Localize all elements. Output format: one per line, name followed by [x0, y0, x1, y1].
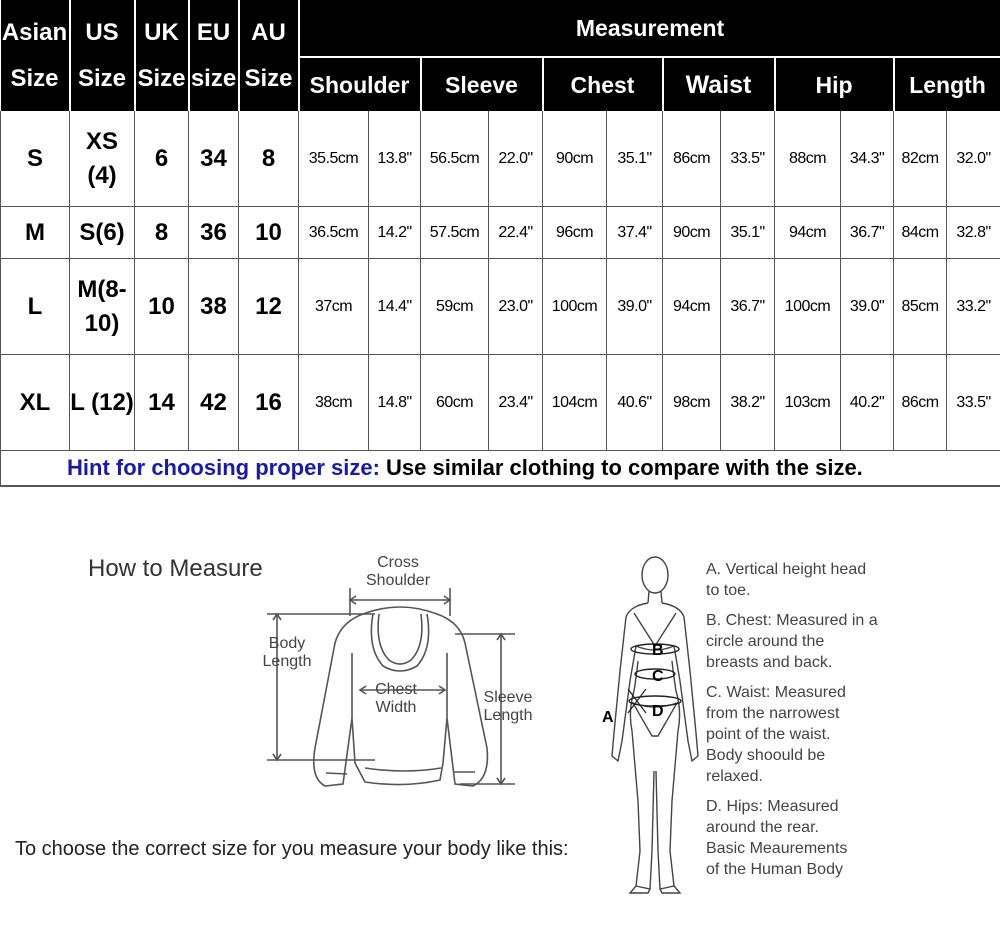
shoulder-in-cell: 14.4": [369, 259, 421, 355]
how-to-measure-section: [0, 493, 1000, 935]
sleeve-header: Sleeve: [421, 57, 543, 111]
hint-cell: [1, 451, 1000, 487]
waist-cm-cell: 90cm: [663, 207, 721, 259]
au-size-cell: 12: [239, 259, 299, 355]
chest-in-cell: 40.6": [607, 355, 663, 451]
figure-letter-d: D: [652, 703, 664, 720]
length-in-cell: 32.0": [947, 111, 1000, 207]
table-row: [1, 355, 1000, 451]
figure-letter-c: C: [652, 668, 664, 685]
waist-cm-cell: 94cm: [663, 259, 721, 355]
note-height: A. Vertical height head to toe.: [706, 561, 867, 599]
hip-cm-cell: 103cm: [775, 355, 841, 451]
hip-cm-cell: 100cm: [775, 259, 841, 355]
shoulder-in-cell: 14.2": [369, 207, 421, 259]
measurement-notes: [706, 559, 996, 889]
sleeve-in-cell: 22.4": [489, 207, 543, 259]
length-cm-cell: 84cm: [894, 207, 947, 259]
figure-letter-b: B: [652, 642, 664, 659]
shoulder-cm-cell: 38cm: [299, 355, 369, 451]
chest-in-cell: 39.0": [607, 259, 663, 355]
us-size-cell: XS (4): [70, 111, 135, 207]
hip-cm-cell: 88cm: [775, 111, 841, 207]
sleeve-cm-cell: 57.5cm: [421, 207, 489, 259]
length-header: Length: [894, 57, 1000, 111]
hip-header: Hip: [775, 57, 894, 111]
length-in-cell: 33.5": [947, 355, 1000, 451]
hip-in-cell: 36.7": [841, 207, 894, 259]
us-size-cell: M(8- 10): [70, 259, 135, 355]
hip-cm-cell: 94cm: [775, 207, 841, 259]
chest-width-label: Chest Width: [375, 681, 417, 716]
waist-cm-cell: 86cm: [663, 111, 721, 207]
asian-size-cell: S: [1, 111, 70, 207]
how-to-measure-title: How to Measure: [88, 555, 263, 582]
asian-size-header: Asian Size: [1, 0, 70, 111]
chest-header: Chest: [543, 57, 663, 111]
sleeve-cm-cell: 59cm: [421, 259, 489, 355]
note-chest: B. Chest: Measured in a circle around the breasts and back.: [706, 612, 878, 671]
table-row: [1, 111, 1000, 207]
chest-cm-cell: 104cm: [543, 355, 607, 451]
eu-size-header: EU size: [189, 0, 239, 111]
au-size-cell: 16: [239, 355, 299, 451]
waist-header: Waist: [663, 57, 775, 111]
chest-cm-cell: 100cm: [543, 259, 607, 355]
uk-size-cell: 10: [135, 259, 189, 355]
figure-letter-a: A: [602, 709, 614, 726]
hip-in-cell: 34.3": [841, 111, 894, 207]
eu-size-cell: 34: [189, 111, 239, 207]
hip-in-cell: 40.2": [841, 355, 894, 451]
measurement-header: Measurement: [299, 0, 1000, 57]
chest-in-cell: 37.4": [607, 207, 663, 259]
length-cm-cell: 86cm: [894, 355, 947, 451]
table-row: [1, 207, 1000, 259]
eu-size-cell: 36: [189, 207, 239, 259]
hint-row: [1, 451, 1000, 487]
uk-size-header: UK Size: [135, 0, 189, 111]
us-size-cell: L (12): [70, 355, 135, 451]
asian-size-cell: M: [1, 207, 70, 259]
human-body-diagram: [600, 551, 710, 911]
waist-in-cell: 35.1": [721, 207, 775, 259]
uk-size-cell: 8: [135, 207, 189, 259]
length-cm-cell: 85cm: [894, 259, 947, 355]
table-row: [1, 259, 1000, 355]
au-size-header: AU Size: [239, 0, 299, 111]
sleeve-in-cell: 23.0": [489, 259, 543, 355]
chest-cm-cell: 90cm: [543, 111, 607, 207]
shoulder-cm-cell: 36.5cm: [299, 207, 369, 259]
measure-instruction: To choose the correct size for you measure your body like this:: [15, 838, 569, 860]
note-hips: D. Hips: Measured around the rear. Basic Meaurements of the Human Body: [706, 798, 848, 878]
eu-size-cell: 42: [189, 355, 239, 451]
shoulder-in-cell: 14.8": [369, 355, 421, 451]
waist-in-cell: 33.5": [721, 111, 775, 207]
chest-in-cell: 35.1": [607, 111, 663, 207]
us-size-header: US Size: [70, 0, 135, 111]
us-size-cell: S(6): [70, 207, 135, 259]
asian-size-cell: L: [1, 259, 70, 355]
cross-shoulder-label: Cross Shoulder: [365, 554, 431, 589]
shoulder-cm-cell: 35.5cm: [299, 111, 369, 207]
shoulder-in-cell: 13.8": [369, 111, 421, 207]
sleeve-cm-cell: 60cm: [421, 355, 489, 451]
waist-in-cell: 36.7": [721, 259, 775, 355]
sleeve-in-cell: 22.0": [489, 111, 543, 207]
shoulder-cm-cell: 37cm: [299, 259, 369, 355]
uk-size-cell: 14: [135, 355, 189, 451]
length-in-cell: 33.2": [947, 259, 1000, 355]
sleeve-length-label: Sleeve Length: [483, 689, 533, 724]
hint-text: Use similar clothing to compare with the size.: [379, 455, 863, 480]
hint-label: Hint for choosing proper size:: [67, 455, 380, 480]
sleeve-in-cell: 23.4": [489, 355, 543, 451]
waist-cm-cell: 98cm: [663, 355, 721, 451]
hip-in-cell: 39.0": [841, 259, 894, 355]
asian-size-cell: XL: [1, 355, 70, 451]
au-size-cell: 8: [239, 111, 299, 207]
uk-size-cell: 6: [135, 111, 189, 207]
waist-in-cell: 38.2": [721, 355, 775, 451]
chest-cm-cell: 96cm: [543, 207, 607, 259]
eu-size-cell: 38: [189, 259, 239, 355]
note-waist: C. Waist: Measured from the narrowest point of the waist. Body shoould be relaxed.: [706, 684, 846, 785]
sleeve-cm-cell: 56.5cm: [421, 111, 489, 207]
shoulder-header: Shoulder: [299, 57, 421, 111]
length-in-cell: 32.8": [947, 207, 1000, 259]
length-cm-cell: 82cm: [894, 111, 947, 207]
au-size-cell: 10: [239, 207, 299, 259]
body-length-label: Body Length: [262, 635, 312, 670]
